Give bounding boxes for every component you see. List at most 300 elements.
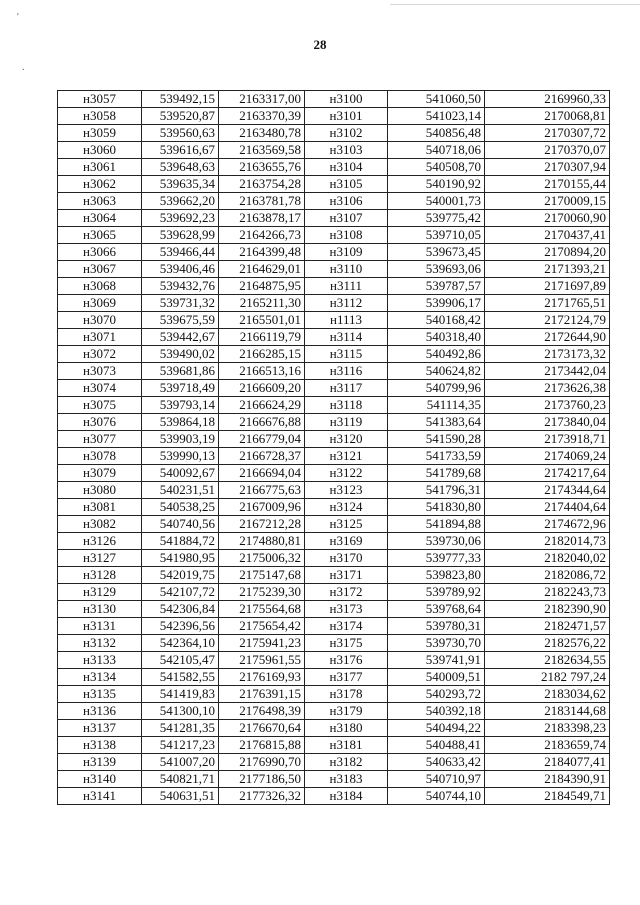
table-row xyxy=(58,312,610,329)
y-coordinate-right: 2182576,22 xyxy=(485,635,610,652)
point-id-right: н3102 xyxy=(305,125,388,142)
table-row xyxy=(58,261,610,278)
table-row xyxy=(58,499,610,516)
table-row xyxy=(58,771,610,788)
x-coordinate-right: 540190,92 xyxy=(388,176,485,193)
y-coordinate-left: 2163754,28 xyxy=(219,176,305,193)
y-coordinate-right: 2173840,04 xyxy=(485,414,610,431)
y-coordinate-left: 2164875,95 xyxy=(219,278,305,295)
x-coordinate-left: 542364,10 xyxy=(142,635,219,652)
point-id-right: н3121 xyxy=(305,448,388,465)
point-id-right: н3176 xyxy=(305,652,388,669)
point-id-left: н3140 xyxy=(58,771,142,788)
x-coordinate-right: 540492,86 xyxy=(388,346,485,363)
point-id-left: н3058 xyxy=(58,108,142,125)
y-coordinate-right: 2170155,44 xyxy=(485,176,610,193)
y-coordinate-left: 2166728,37 xyxy=(219,448,305,465)
y-coordinate-right: 2183034,62 xyxy=(485,686,610,703)
point-id-right: н3171 xyxy=(305,567,388,584)
point-id-right: н3179 xyxy=(305,703,388,720)
table-row xyxy=(58,91,610,108)
table-row xyxy=(58,465,610,482)
point-id-right: н3111 xyxy=(305,278,388,295)
table-row xyxy=(58,142,610,159)
y-coordinate-left: 2164266,73 xyxy=(219,227,305,244)
point-id-left: н3059 xyxy=(58,125,142,142)
point-id-right: н3103 xyxy=(305,142,388,159)
x-coordinate-left: 539442,67 xyxy=(142,329,219,346)
table-row xyxy=(58,635,610,652)
point-id-left: н3080 xyxy=(58,482,142,499)
point-id-right: н1113 xyxy=(305,312,388,329)
x-coordinate-right: 541383,64 xyxy=(388,414,485,431)
table-row xyxy=(58,380,610,397)
y-coordinate-right: 2172644,90 xyxy=(485,329,610,346)
point-id-left: н3068 xyxy=(58,278,142,295)
x-coordinate-left: 541582,55 xyxy=(142,669,219,686)
y-coordinate-left: 2166285,15 xyxy=(219,346,305,363)
point-id-right: н3178 xyxy=(305,686,388,703)
y-coordinate-left: 2176498,39 xyxy=(219,703,305,720)
point-id-right: н3122 xyxy=(305,465,388,482)
table-row xyxy=(58,669,610,686)
x-coordinate-right: 539730,70 xyxy=(388,635,485,652)
point-id-right: н3114 xyxy=(305,329,388,346)
point-id-right: н3175 xyxy=(305,635,388,652)
x-coordinate-left: 539635,34 xyxy=(142,176,219,193)
x-coordinate-right: 541830,80 xyxy=(388,499,485,516)
point-id-right: н3169 xyxy=(305,533,388,550)
x-coordinate-right: 539780,31 xyxy=(388,618,485,635)
point-id-left: н3075 xyxy=(58,397,142,414)
x-coordinate-left: 541419,83 xyxy=(142,686,219,703)
coordinates-table-body xyxy=(58,91,610,805)
point-id-left: н3066 xyxy=(58,244,142,261)
y-coordinate-right: 2182243,73 xyxy=(485,584,610,601)
y-coordinate-right: 2170370,07 xyxy=(485,142,610,159)
x-coordinate-left: 539731,32 xyxy=(142,295,219,312)
table-row xyxy=(58,737,610,754)
table-row xyxy=(58,227,610,244)
x-coordinate-right: 540168,42 xyxy=(388,312,485,329)
point-id-right: н3104 xyxy=(305,159,388,176)
x-coordinate-left: 539466,44 xyxy=(142,244,219,261)
y-coordinate-left: 2175941,23 xyxy=(219,635,305,652)
x-coordinate-left: 539490,02 xyxy=(142,346,219,363)
y-coordinate-right: 2170009,15 xyxy=(485,193,610,210)
x-coordinate-right: 540710,97 xyxy=(388,771,485,788)
x-coordinate-right: 539730,06 xyxy=(388,533,485,550)
x-coordinate-left: 542019,75 xyxy=(142,567,219,584)
point-id-right: н3116 xyxy=(305,363,388,380)
table-row xyxy=(58,567,610,584)
page-number: 28 xyxy=(313,37,327,52)
x-coordinate-right: 540744,10 xyxy=(388,788,485,805)
point-id-right: н3107 xyxy=(305,210,388,227)
table-row xyxy=(58,125,610,142)
y-coordinate-left: 2163370,39 xyxy=(219,108,305,125)
x-coordinate-right: 539768,64 xyxy=(388,601,485,618)
y-coordinate-right: 2182040,02 xyxy=(485,550,610,567)
point-id-right: н3108 xyxy=(305,227,388,244)
x-coordinate-right: 539693,06 xyxy=(388,261,485,278)
y-coordinate-left: 2165501,01 xyxy=(219,312,305,329)
x-coordinate-left: 541281,35 xyxy=(142,720,219,737)
x-coordinate-left: 539648,63 xyxy=(142,159,219,176)
point-id-left: н3060 xyxy=(58,142,142,159)
point-id-right: н3100 xyxy=(305,91,388,108)
table-row xyxy=(58,703,610,720)
y-coordinate-right: 2183659,74 xyxy=(485,737,610,754)
table-row xyxy=(58,295,610,312)
point-id-left: н3079 xyxy=(58,465,142,482)
x-coordinate-left: 542107,72 xyxy=(142,584,219,601)
table-row xyxy=(58,244,610,261)
point-id-left: н3067 xyxy=(58,261,142,278)
y-coordinate-right: 2183398,23 xyxy=(485,720,610,737)
point-id-left: н3070 xyxy=(58,312,142,329)
y-coordinate-right: 2173760,23 xyxy=(485,397,610,414)
y-coordinate-right: 2170068,81 xyxy=(485,108,610,125)
x-coordinate-left: 540538,25 xyxy=(142,499,219,516)
point-id-left: н3078 xyxy=(58,448,142,465)
x-coordinate-left: 539628,99 xyxy=(142,227,219,244)
x-coordinate-left: 539903,19 xyxy=(142,431,219,448)
point-id-right: н3177 xyxy=(305,669,388,686)
point-id-left: н3081 xyxy=(58,499,142,516)
y-coordinate-right: 2173918,71 xyxy=(485,431,610,448)
x-coordinate-left: 541300,10 xyxy=(142,703,219,720)
point-id-left: н3074 xyxy=(58,380,142,397)
margin-mark-middle: . xyxy=(22,62,25,73)
point-id-left: н3071 xyxy=(58,329,142,346)
x-coordinate-right: 540633,42 xyxy=(388,754,485,771)
y-coordinate-left: 2176815,88 xyxy=(219,737,305,754)
y-coordinate-right: 2182390,90 xyxy=(485,601,610,618)
y-coordinate-left: 2175239,30 xyxy=(219,584,305,601)
point-id-left: н3057 xyxy=(58,91,142,108)
x-coordinate-right: 539787,57 xyxy=(388,278,485,295)
x-coordinate-left: 539406,46 xyxy=(142,261,219,278)
x-coordinate-right: 539741,91 xyxy=(388,652,485,669)
y-coordinate-left: 2163781,78 xyxy=(219,193,305,210)
y-coordinate-left: 2175654,42 xyxy=(219,618,305,635)
table-row xyxy=(58,601,610,618)
x-coordinate-right: 540508,70 xyxy=(388,159,485,176)
x-coordinate-left: 542306,84 xyxy=(142,601,219,618)
point-id-right: н3125 xyxy=(305,516,388,533)
y-coordinate-left: 2164399,48 xyxy=(219,244,305,261)
x-coordinate-left: 540631,51 xyxy=(142,788,219,805)
y-coordinate-right: 2184549,71 xyxy=(485,788,610,805)
y-coordinate-left: 2166609,20 xyxy=(219,380,305,397)
y-coordinate-right: 2184390,91 xyxy=(485,771,610,788)
table-row xyxy=(58,346,610,363)
point-id-right: н3106 xyxy=(305,193,388,210)
y-coordinate-left: 2166694,04 xyxy=(219,465,305,482)
table-row xyxy=(58,482,610,499)
point-id-left: н3134 xyxy=(58,669,142,686)
point-id-left: н3127 xyxy=(58,550,142,567)
table-row xyxy=(58,652,610,669)
y-coordinate-right: 2182086,72 xyxy=(485,567,610,584)
x-coordinate-right: 540624,82 xyxy=(388,363,485,380)
y-coordinate-right: 2171765,51 xyxy=(485,295,610,312)
point-id-right: н3109 xyxy=(305,244,388,261)
y-coordinate-left: 2166624,29 xyxy=(219,397,305,414)
table-row xyxy=(58,108,610,125)
point-id-left: н3064 xyxy=(58,210,142,227)
x-coordinate-right: 539823,80 xyxy=(388,567,485,584)
x-coordinate-left: 541007,20 xyxy=(142,754,219,771)
x-coordinate-right: 539906,17 xyxy=(388,295,485,312)
point-id-left: н3133 xyxy=(58,652,142,669)
coordinates-table xyxy=(57,90,610,805)
point-id-left: н3139 xyxy=(58,754,142,771)
y-coordinate-right: 2183144,68 xyxy=(485,703,610,720)
y-coordinate-left: 2167009,96 xyxy=(219,499,305,516)
y-coordinate-left: 2166119,79 xyxy=(219,329,305,346)
point-id-right: н3123 xyxy=(305,482,388,499)
y-coordinate-left: 2175147,68 xyxy=(219,567,305,584)
x-coordinate-left: 539692,23 xyxy=(142,210,219,227)
point-id-left: н3138 xyxy=(58,737,142,754)
x-coordinate-left: 539662,20 xyxy=(142,193,219,210)
y-coordinate-left: 2163655,76 xyxy=(219,159,305,176)
point-id-right: н3180 xyxy=(305,720,388,737)
y-coordinate-left: 2166779,04 xyxy=(219,431,305,448)
table-row xyxy=(58,516,610,533)
x-coordinate-right: 541060,50 xyxy=(388,91,485,108)
x-coordinate-left: 539793,14 xyxy=(142,397,219,414)
point-id-left: н3077 xyxy=(58,431,142,448)
y-coordinate-left: 2164629,01 xyxy=(219,261,305,278)
point-id-left: н3065 xyxy=(58,227,142,244)
point-id-right: н3110 xyxy=(305,261,388,278)
point-id-right: н3120 xyxy=(305,431,388,448)
x-coordinate-left: 539616,67 xyxy=(142,142,219,159)
point-id-right: н3101 xyxy=(305,108,388,125)
point-id-right: н3119 xyxy=(305,414,388,431)
y-coordinate-left: 2176169,93 xyxy=(219,669,305,686)
table-row xyxy=(58,720,610,737)
y-coordinate-right: 2169960,33 xyxy=(485,91,610,108)
x-coordinate-left: 539990,13 xyxy=(142,448,219,465)
point-id-left: н3126 xyxy=(58,533,142,550)
y-coordinate-right: 2170437,41 xyxy=(485,227,610,244)
y-coordinate-right: 2182471,57 xyxy=(485,618,610,635)
table-row xyxy=(58,397,610,414)
point-id-right: н3174 xyxy=(305,618,388,635)
y-coordinate-left: 2166676,88 xyxy=(219,414,305,431)
point-id-right: н3182 xyxy=(305,754,388,771)
x-coordinate-right: 541733,59 xyxy=(388,448,485,465)
y-coordinate-left: 2167212,28 xyxy=(219,516,305,533)
x-coordinate-left: 542396,56 xyxy=(142,618,219,635)
table-row xyxy=(58,788,610,805)
table-row xyxy=(58,448,610,465)
y-coordinate-right: 2173626,38 xyxy=(485,380,610,397)
x-coordinate-left: 539864,18 xyxy=(142,414,219,431)
point-id-left: н3072 xyxy=(58,346,142,363)
table-row xyxy=(58,584,610,601)
x-coordinate-right: 539775,42 xyxy=(388,210,485,227)
table-row xyxy=(58,414,610,431)
y-coordinate-right: 2182634,55 xyxy=(485,652,610,669)
x-coordinate-right: 540392,18 xyxy=(388,703,485,720)
point-id-left: н3076 xyxy=(58,414,142,431)
point-id-left: н3128 xyxy=(58,567,142,584)
point-id-right: н3112 xyxy=(305,295,388,312)
point-id-left: н3136 xyxy=(58,703,142,720)
table-row xyxy=(58,210,610,227)
x-coordinate-right: 541114,35 xyxy=(388,397,485,414)
x-coordinate-left: 539681,86 xyxy=(142,363,219,380)
point-id-left: н3129 xyxy=(58,584,142,601)
x-coordinate-left: 539520,87 xyxy=(142,108,219,125)
y-coordinate-right: 2170060,90 xyxy=(485,210,610,227)
y-coordinate-left: 2163569,58 xyxy=(219,142,305,159)
x-coordinate-right: 540799,96 xyxy=(388,380,485,397)
y-coordinate-right: 2170307,94 xyxy=(485,159,610,176)
point-id-left: н3130 xyxy=(58,601,142,618)
x-coordinate-right: 541894,88 xyxy=(388,516,485,533)
point-id-left: н3132 xyxy=(58,635,142,652)
top-rule xyxy=(390,4,640,5)
x-coordinate-right: 540009,51 xyxy=(388,669,485,686)
point-id-left: н3061 xyxy=(58,159,142,176)
y-coordinate-right: 2171697,89 xyxy=(485,278,610,295)
y-coordinate-right: 2173442,04 xyxy=(485,363,610,380)
margin-mark-top: ' xyxy=(17,12,19,23)
x-coordinate-left: 541980,95 xyxy=(142,550,219,567)
x-coordinate-right: 541590,28 xyxy=(388,431,485,448)
point-id-right: н3115 xyxy=(305,346,388,363)
x-coordinate-left: 539560,63 xyxy=(142,125,219,142)
x-coordinate-right: 540293,72 xyxy=(388,686,485,703)
x-coordinate-left: 539492,15 xyxy=(142,91,219,108)
y-coordinate-left: 2166775,63 xyxy=(219,482,305,499)
y-coordinate-right: 2174217,64 xyxy=(485,465,610,482)
x-coordinate-right: 541023,14 xyxy=(388,108,485,125)
x-coordinate-right: 540488,41 xyxy=(388,737,485,754)
table-row xyxy=(58,159,610,176)
table-row xyxy=(58,363,610,380)
y-coordinate-right: 2171393,21 xyxy=(485,261,610,278)
y-coordinate-left: 2175961,55 xyxy=(219,652,305,669)
x-coordinate-left: 541217,23 xyxy=(142,737,219,754)
x-coordinate-left: 542105,47 xyxy=(142,652,219,669)
point-id-right: н3170 xyxy=(305,550,388,567)
point-id-left: н3063 xyxy=(58,193,142,210)
table-row xyxy=(58,176,610,193)
x-coordinate-left: 540092,67 xyxy=(142,465,219,482)
x-coordinate-right: 540494,22 xyxy=(388,720,485,737)
point-id-right: н3105 xyxy=(305,176,388,193)
y-coordinate-right: 2184077,41 xyxy=(485,754,610,771)
y-coordinate-right: 2182014,73 xyxy=(485,533,610,550)
table-row xyxy=(58,618,610,635)
point-id-left: н3082 xyxy=(58,516,142,533)
point-id-right: н3118 xyxy=(305,397,388,414)
table-row xyxy=(58,278,610,295)
x-coordinate-right: 539777,33 xyxy=(388,550,485,567)
x-coordinate-right: 539789,92 xyxy=(388,584,485,601)
table-row xyxy=(58,686,610,703)
point-id-left: н3135 xyxy=(58,686,142,703)
point-id-left: н3137 xyxy=(58,720,142,737)
y-coordinate-left: 2163317,00 xyxy=(219,91,305,108)
y-coordinate-left: 2163480,78 xyxy=(219,125,305,142)
x-coordinate-right: 541789,68 xyxy=(388,465,485,482)
point-id-right: н3173 xyxy=(305,601,388,618)
y-coordinate-left: 2177186,50 xyxy=(219,771,305,788)
x-coordinate-right: 540001,73 xyxy=(388,193,485,210)
point-id-right: н3172 xyxy=(305,584,388,601)
point-id-right: н3117 xyxy=(305,380,388,397)
y-coordinate-right: 2174672,96 xyxy=(485,516,610,533)
y-coordinate-left: 2165211,30 xyxy=(219,295,305,312)
point-id-left: н3069 xyxy=(58,295,142,312)
point-id-right: н3183 xyxy=(305,771,388,788)
x-coordinate-left: 540231,51 xyxy=(142,482,219,499)
y-coordinate-right: 2174344,64 xyxy=(485,482,610,499)
y-coordinate-left: 2176670,64 xyxy=(219,720,305,737)
point-id-left: н3131 xyxy=(58,618,142,635)
y-coordinate-right: 2170307,72 xyxy=(485,125,610,142)
y-coordinate-left: 2176391,15 xyxy=(219,686,305,703)
x-coordinate-left: 541884,72 xyxy=(142,533,219,550)
x-coordinate-left: 540740,56 xyxy=(142,516,219,533)
table-row xyxy=(58,329,610,346)
y-coordinate-left: 2166513,16 xyxy=(219,363,305,380)
point-id-right: н3124 xyxy=(305,499,388,516)
table-row xyxy=(58,431,610,448)
x-coordinate-right: 540718,06 xyxy=(388,142,485,159)
y-coordinate-left: 2177326,32 xyxy=(219,788,305,805)
x-coordinate-right: 540318,40 xyxy=(388,329,485,346)
y-coordinate-left: 2175006,32 xyxy=(219,550,305,567)
table-row xyxy=(58,533,610,550)
x-coordinate-left: 539675,59 xyxy=(142,312,219,329)
x-coordinate-right: 539710,05 xyxy=(388,227,485,244)
y-coordinate-left: 2175564,68 xyxy=(219,601,305,618)
table-row xyxy=(58,193,610,210)
point-id-right: н3184 xyxy=(305,788,388,805)
y-coordinate-right: 2173173,32 xyxy=(485,346,610,363)
y-coordinate-left: 2163878,17 xyxy=(219,210,305,227)
x-coordinate-left: 540821,71 xyxy=(142,771,219,788)
x-coordinate-left: 539718,49 xyxy=(142,380,219,397)
point-id-left: н3062 xyxy=(58,176,142,193)
y-coordinate-right: 2174404,64 xyxy=(485,499,610,516)
y-coordinate-left: 2176990,70 xyxy=(219,754,305,771)
table-row xyxy=(58,550,610,567)
table-row xyxy=(58,754,610,771)
y-coordinate-right: 2174069,24 xyxy=(485,448,610,465)
x-coordinate-right: 540856,48 xyxy=(388,125,485,142)
point-id-left: н3073 xyxy=(58,363,142,380)
y-coordinate-left: 2174880,81 xyxy=(219,533,305,550)
y-coordinate-right: 2172124,79 xyxy=(485,312,610,329)
x-coordinate-right: 539673,45 xyxy=(388,244,485,261)
point-id-left: н3141 xyxy=(58,788,142,805)
y-coordinate-right: 2182 797,24 xyxy=(485,669,610,686)
y-coordinate-right: 2170894,20 xyxy=(485,244,610,261)
x-coordinate-right: 541796,31 xyxy=(388,482,485,499)
point-id-right: н3181 xyxy=(305,737,388,754)
x-coordinate-left: 539432,76 xyxy=(142,278,219,295)
